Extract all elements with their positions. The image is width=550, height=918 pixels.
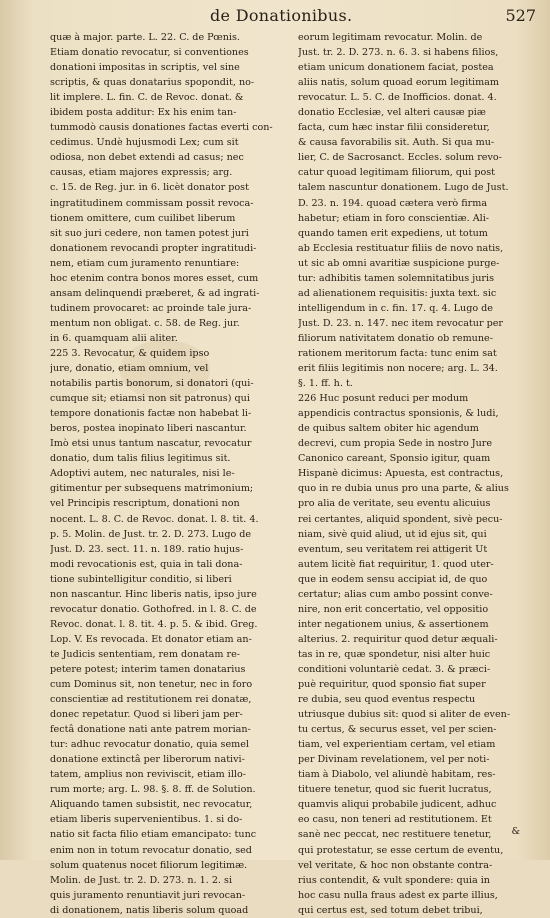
text-line: cum Dominus sit, non tenetur, nec in foro bbox=[50, 679, 253, 691]
text-line: Canonico careant, Sponsio igitur, quam bbox=[298, 453, 491, 465]
text-line: Just. tr. 2. D. 273. n. 6. 3. si habens filios, bbox=[298, 47, 499, 59]
text-line: Lop. V. Es revocada. Et donator etiam an- bbox=[50, 633, 252, 645]
text-line: tur: adhuc revocatur donatio, quia semel bbox=[50, 739, 249, 751]
text-line: gitimentur per subsequens matrimonium; bbox=[50, 483, 254, 495]
text-line: donatio Ecclesiæ, vel alteri causæ piæ bbox=[298, 107, 486, 119]
running-title: de Donationibus. bbox=[210, 6, 353, 25]
text-line: nire, non erit concertatio, vel oppositio bbox=[298, 603, 489, 615]
text-line: D. 23. n. 194. quoad cætera verò firma bbox=[298, 197, 488, 209]
text-line: tatem, amplius non reviviscit, etiam illo- bbox=[50, 769, 246, 781]
text-line: nem, etiam cum juramento renuntiare: bbox=[50, 257, 240, 269]
text-line: eo casu, non teneri ad restitutionem. Et bbox=[298, 814, 492, 826]
text-line: sanè nec peccat, nec restituere tenetur, bbox=[298, 829, 492, 841]
text-line: tiam à Diabolo, vel aliundè habitam, res- bbox=[298, 769, 496, 781]
text-line: Just. D. 23. sect. 11. n. 189. ratio hujus- bbox=[50, 543, 244, 555]
text-line: hoc casu nulla fraus adest ex parte illius, bbox=[298, 889, 498, 901]
text-line: te Judicis sententiam, rem donatam re- bbox=[50, 648, 241, 660]
text-line: di donationem, natis liberis solum quoad bbox=[50, 904, 249, 916]
text-line: quando tamen erit expediens, ut totum bbox=[298, 227, 488, 239]
text-line: revocatur donatio. Gothofred. in l. 8. C. de bbox=[50, 603, 257, 615]
text-line: Adoptivi autem, nec naturales, nisi le- bbox=[50, 468, 235, 480]
text-line: tudinem provocaret: ac proinde tale jura- bbox=[50, 302, 252, 314]
text-line: tempore donationis factæ non habebat li- bbox=[50, 408, 252, 420]
text-line: vel Principis rescriptum, donationi non bbox=[50, 498, 240, 510]
text-line: ansam delinquendi præberet, & ad ingrati- bbox=[50, 287, 260, 299]
text-line: modi revocationis est, quia in tali dona- bbox=[50, 558, 243, 570]
text-line: beros, postea inopinato liberi nascantur. bbox=[50, 423, 247, 435]
text-line: donatione extinctâ per liberorum nativi- bbox=[50, 754, 245, 766]
text-line: non nascantur. Hinc liberis natis, ipso jure bbox=[50, 588, 257, 600]
text-line: tione subintelligitur conditio, si liberi bbox=[50, 573, 232, 585]
text-line: re dubia, seu quod eventus respectu bbox=[298, 694, 476, 706]
text-line: facta, cum hæc instar filii consideretur, bbox=[298, 122, 490, 134]
text-line: tur: adhibitis tamen solemnitatibus juris bbox=[298, 272, 495, 284]
page-number: 527 bbox=[505, 6, 536, 25]
text-line: quæ à major. parte. L. 22. C. de Pœnis. bbox=[50, 32, 240, 43]
text-line: conditioni voluntariè cedat. 3. & præci- bbox=[298, 663, 491, 675]
text-line: qui protestatur, se esse certum de eventu, bbox=[298, 844, 504, 856]
text-line: tas in re, quæ spondetur, nisi alter huic bbox=[298, 648, 491, 660]
text-line: nocent. L. 8. C. de Revoc. donat. l. 8. tit. 4. bbox=[50, 513, 259, 525]
text-line: intelligendum in c. fin. 17. q. 4. Lugo de bbox=[298, 302, 493, 314]
text-line: & causa favorabilis sit. Auth. Si qua mu- bbox=[298, 137, 495, 149]
text-line: causas, etiam majores expressis; arg. bbox=[50, 167, 233, 179]
text-line: etiam unicum donationem faciat, postea bbox=[298, 62, 494, 74]
text-line: decrevi, cum propia Sede in nostro Jure bbox=[298, 438, 493, 450]
text-line: odiosa, non debet extendi ad casus; nec bbox=[50, 152, 244, 164]
left-text-column bbox=[50, 30, 282, 918]
text-line: catur quoad legitimam filiorum, qui post bbox=[298, 167, 496, 179]
text-line: habetur; etiam in foro conscientiæ. Ali- bbox=[298, 212, 490, 224]
text-line: p. 5. Molin. de Just. tr. 2. D. 273. Lugo de bbox=[50, 528, 252, 540]
text-line: inter negationem unius, & assertionem bbox=[298, 618, 489, 630]
text-line: petere potest; interim tamen donatarius bbox=[50, 663, 246, 675]
text-line: revocatur. L. 5. C. de Inofficios. donat. 4. bbox=[298, 92, 497, 104]
text-line: Etiam donatio revocatur, si conventiones bbox=[50, 47, 249, 59]
text-line: donec repetatur. Quod si liberi jam per- bbox=[50, 709, 243, 721]
text-line: puè requiritur, quod sponsio fiat super bbox=[298, 679, 486, 691]
text-line: donationem revocandi propter ingratitudi- bbox=[50, 242, 257, 254]
text-line: jure, donatio, etiam omnium, vel bbox=[50, 363, 209, 375]
text-line: notabilis partis bonorum, si donatori (qui- bbox=[50, 378, 254, 390]
text-line: Revoc. donat. l. 8. tit. 4. p. 5. & ibid. Greg. bbox=[50, 618, 258, 630]
text-line: solum quatenus nocet filiorum legitimæ. bbox=[50, 859, 248, 871]
text-line: ab Ecclesia restituatur filiis de novo natis, bbox=[298, 242, 504, 254]
text-line: eorum legitimam revocatur. Molin. de bbox=[298, 32, 483, 43]
text-line: de quibus saltem obiter hic agendum bbox=[298, 423, 479, 435]
text-line: etiam liberis supervenientibus. 1. si do- bbox=[50, 814, 243, 826]
text-line: fectâ donatione nati ante patrem morian- bbox=[50, 724, 251, 736]
catchword: & bbox=[511, 826, 520, 837]
text-line: mentum non obligat. c. 58. de Reg. jur. bbox=[50, 317, 240, 329]
text-line: in 6. quamquam alii aliter. bbox=[50, 332, 178, 344]
text-line: ibidem posta additur: Ex his enim tan- bbox=[50, 107, 237, 119]
text-line: talem nascuntur donationem. Lugo de Just. bbox=[298, 182, 509, 194]
text-line: autem licitè fiat requiritur, 1. quod uter- bbox=[298, 558, 494, 570]
text-line: qui certus est, sed totum debet tribui, bbox=[298, 904, 483, 916]
text-line: enim non in totum revocatur donatio, sed bbox=[50, 844, 252, 856]
text-line: quis juramento renuntiavit juri revocan- bbox=[50, 889, 246, 901]
text-line: scriptis, & quas donatarius spopondit, no- bbox=[50, 77, 255, 89]
text-line: appendicis contractus sponsionis, & ludi, bbox=[298, 408, 499, 420]
text-line: 226 Huc posunt reduci per modum bbox=[298, 393, 469, 405]
text-line: eventum, seu veritatem rei attigerit Ut bbox=[298, 543, 488, 555]
text-line: filiorum nativitatem donatio ob remune- bbox=[298, 332, 493, 344]
text-line: alterius. 2. requiritur quod detur æquali- bbox=[298, 633, 498, 645]
text-line: tu certus, & securus esset, vel per scien- bbox=[298, 724, 497, 736]
text-line: Just. D. 23. n. 147. nec item revocatur per bbox=[298, 317, 504, 329]
text-line: donationi impositas in scriptis, vel sine bbox=[50, 62, 240, 74]
text-line: sit suo juri cedere, non tamen potest juri bbox=[50, 227, 249, 239]
right-text-column bbox=[298, 30, 530, 918]
text-line: rei certantes, aliquid spondent, sivè pecu- bbox=[298, 513, 503, 525]
text-line: ad alienationem requisitis: juxta text. sic bbox=[298, 287, 497, 299]
text-line: Aliquando tamen subsistit, nec revocatur, bbox=[50, 799, 253, 811]
text-line: tituere tenetur, quod sic fuerit lucratus, bbox=[298, 784, 492, 796]
text-line: utriusque dubius sit: quod si aliter de even- bbox=[298, 709, 511, 721]
text-line: per Divinam revelationem, vel per noti- bbox=[298, 754, 490, 766]
text-line: hoc etenim contra bonos mores esset, cum bbox=[50, 272, 259, 284]
text-line: lier, C. de Sacrosanct. Eccles. solum revo- bbox=[298, 152, 502, 164]
text-line: ingratitudinem commissam possit revoca- bbox=[50, 197, 254, 209]
text-line: cedimus. Undè hujusmodi Lex; cum sit bbox=[50, 137, 239, 149]
text-line: aliis natis, solum quoad eorum legitimam bbox=[298, 77, 500, 89]
text-line: ut sic ab omni avaritiæ suspicione purge- bbox=[298, 257, 500, 269]
text-line: tummodò causis donationes factas everti con- bbox=[50, 122, 273, 134]
text-line: donatio, dum talis filius legitimus sit. bbox=[50, 453, 231, 465]
text-line: rum morte; arg. L. 98. §. 8. ff. de Solution. bbox=[50, 784, 256, 796]
text-line: Molin. de Just. tr. 2. D. 273. n. 1. 2. si bbox=[50, 874, 233, 886]
text-line: Hispanè dicimus: Apuesta, est contractus, bbox=[298, 468, 504, 480]
text-line: certatur; alias cum ambo possint conve- bbox=[298, 588, 493, 600]
text-line: cumque sit; etiamsi non sit patronus) qui bbox=[50, 393, 250, 405]
page-header bbox=[0, 4, 550, 28]
text-line: pro alia de veritate, seu eventu alicuius bbox=[298, 498, 491, 510]
text-line: 225 3. Revocatur, & quidem ipso bbox=[50, 347, 210, 359]
text-line: quamvis aliqui probabile judicent, adhuc bbox=[298, 799, 497, 811]
text-line: tiam, vel experientiam certam, vel etiam bbox=[298, 739, 496, 751]
text-line: quo in re dubia unus pro una parte, & alius bbox=[298, 483, 509, 495]
text-line: rius contendit, & vult spondere: quia in bbox=[298, 874, 490, 886]
text-line: c. 15. de Reg. jur. in 6. licèt donator post bbox=[50, 182, 249, 194]
text-line: Imò etsi unus tantum nascatur, revocatur bbox=[50, 438, 252, 450]
text-line: lit implere. L. fin. C. de Revoc. donat. & bbox=[50, 92, 244, 104]
text-line: conscientiæ ad restitutionem rei donatæ, bbox=[50, 694, 252, 706]
text-line: rationem meritorum facta: tunc enim sat bbox=[298, 347, 497, 359]
text-line: vel veritate, & hoc non obstante contra- bbox=[298, 859, 493, 871]
text-line: que in eodem sensu accipiat id, de quo bbox=[298, 573, 488, 585]
text-line: natio sit facta filio etiam emancipato: tunc bbox=[50, 829, 257, 841]
text-line: §. 1. ff. h. t. bbox=[298, 378, 353, 390]
text-line: tionem omittere, cum cuilibet liberum bbox=[50, 212, 236, 224]
text-line: erit filiis legitimis non nocere; arg. L. 34. bbox=[298, 363, 498, 375]
text-line: niam, sivè quid aliud, ut id ejus sit, qui bbox=[298, 528, 487, 540]
